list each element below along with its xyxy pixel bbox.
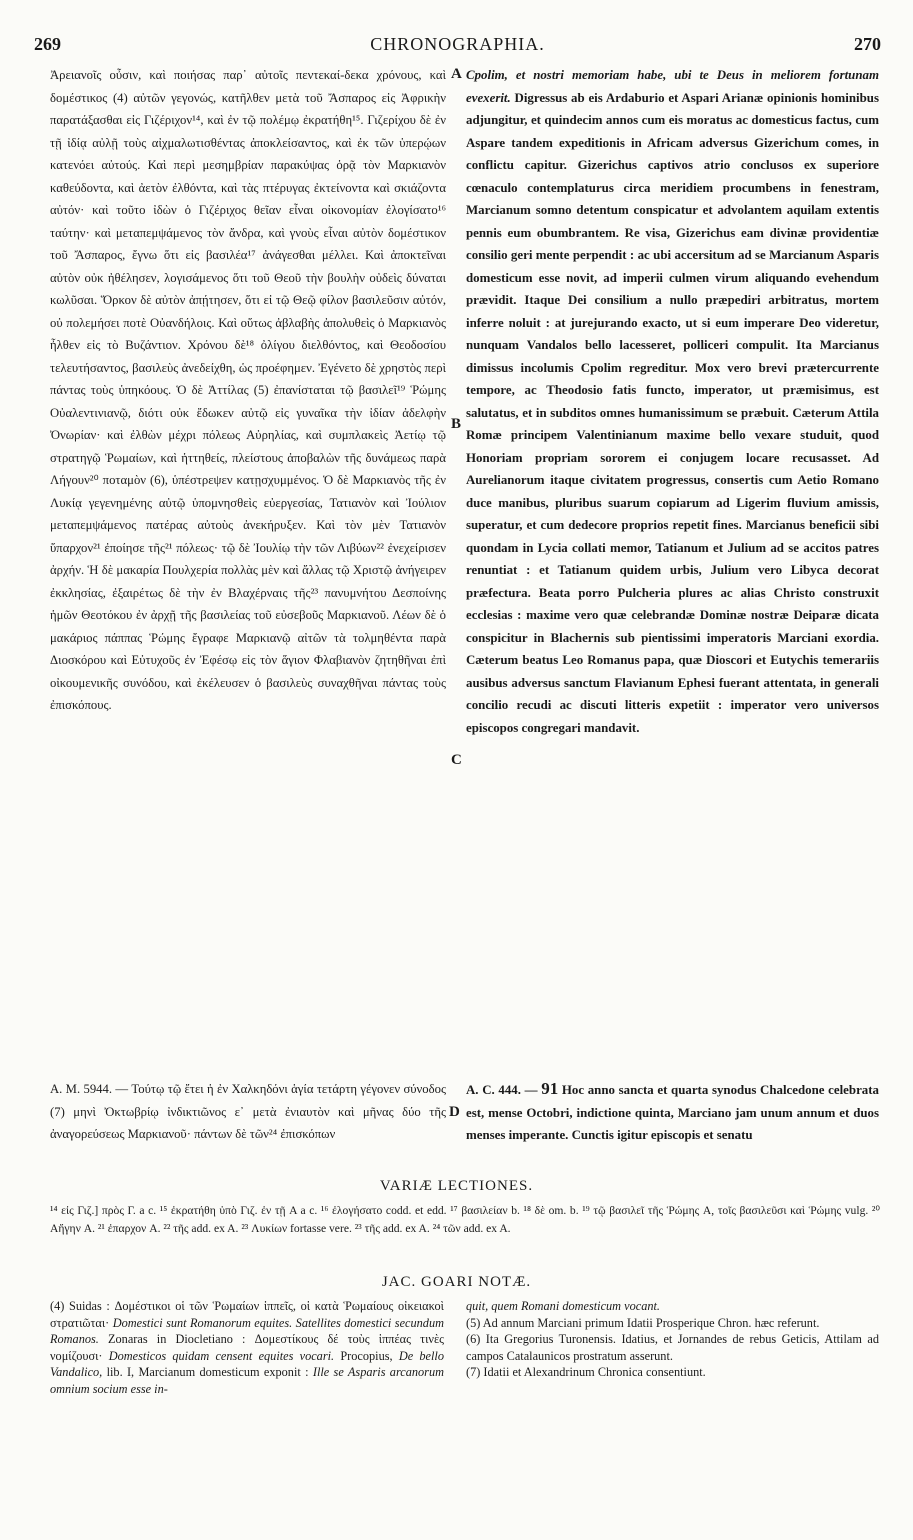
note-4-continuation: quit, quem Romani domesticum vocant. [466,1299,660,1313]
margin-letter-c: C [451,752,462,768]
variae-lectiones-text: ¹⁴ εἰς Γιζ.] πρὸς Γ. a c. ¹⁵ ἐκρατήθη ὑπὸ Γιζ. ἐν τῇ A a c. ¹⁶ ἐλογήσατο codd. et edd. ¹⁷ βασιλείαν b. ¹⁸ δὲ om. b. ¹⁹ τῷ βασιλεῖ τῆς Ῥώμης A, τοῖς βασιλεῦσι καὶ Ῥώμης vulg. ²⁰ Αἤγην A. ²¹ ἐπαρχον A. ²² τῆς add. ex A. ²³ Λυκίων fortasse vere. ²³ τῆς add. ex A. ²⁴ τῶν add. ex A. [50,1204,880,1235]
latin-column [466,64,879,739]
latin-body: Digressus ab eis Ardaburio et Aspari Arianæ opinionis hominibus adjungitur, et quindecim annos cum eis moratus ac domesticus factus, cum Aspare tandem expeditionis in Africam adversus Gizerichum comes, in conflictu capitur. Gizerichus captivos atrio conclusos ex superiore cœnaculo contemplaturus circa meridiem procumbens in fenestram, Marcianum somno detentum conspicatur et advolantem aquilam extentis pennis eum obumbrantem. Re visa, Gizerichus eam divinæ providentiæ consilio geri mente perpendit : ac ubi accersitum ad se Marcianum Asparis domesticum esse novit, ad imperii culmen virum aliquando evehendum prævidit. Itaque Dei consilium a nullo præpediri arbitratus, mortem inferre noluit : at jurejurando exacto, ut si eum imperare Deo videretur, nunquam Vandalos bello lacesseret, polliceri compulit. Ita Marcianus dimissus incolumis Cpolim regreditur. Mox vero brevi prætercurrente tempore, ac Theodosio fatis functo, imperator, ut præmisimus, est salutatus, et in subditos omnes humanissimum se præbuit. Cæterum Attila Romæ principem Valentinianum maxime bello vexare studuit, quod Honoriam propriam sororem ei conjugem locare recusasset. Ad Aurelianorum itaque civitatem progressus, consertis cum Aetio Romano duce manibus, pluribus suarum copiarum ad Ligerim fluvium amissis, superatur, et cum dedecore proprios repetit fines. Marcianus beneficii sibi quondam in Lycia collati memor, Tatianum et Julium ad se accitos patres renuntiat : et Tatianum quidem urbis, Julium vero Libyca decorat præfectura. Beata porro Pulcheria plures ac alias Christo construxit ecclesias : maxime vero quæ celebrandæ Dominæ nostræ Deiparæ dicata conspicitur in Blachernis sub pientissimi imperatoris Marciani exordia. Cæterum beatus Leo Romanus papa, quæ Dioscori et Eutychis temerariis ausibus adversus sanctum Flavianum Ephesi fuerant attentata, in generali concilio recudi ac discuti litteris expetiit : imperator vero universos episcopos congregari mandavit. [466,90,879,735]
note-4-ital-1: Domestici sunt Romanorum equites. Satellites domestici secundum Romanos. [50,1315,444,1346]
goar-notes-heading: JAC. GOARI NOTÆ. [381,1274,532,1290]
latin-opening-italic: Cpolim, et nostri memoriam habe, ubi te Deus in meliorem fortunam evexerit. [466,68,879,105]
note-4-part-2: Zonaras in Diocletiano : Δομεστίκους δέ τοὺς ἱππέας τινὲς νομίζουσι· [50,1332,444,1363]
latin-year-entry [466,1078,879,1147]
margin-letter-d: D [449,1104,460,1120]
margin-letter-b: B [451,416,462,432]
running-title: CHRONOGRAPHIA. [370,34,545,54]
note-6: (6) Ita Gregorius Turonensis. Idatius, et Jornandes de rebus Geticis, Attilam ad campos Catalaunicos prostratum asserunt. [466,1332,879,1363]
running-head [34,34,881,60]
note-4-part-4: lib. I, Marcianum domesticum exponit : [102,1365,313,1379]
margin-letter-a: A [451,66,462,82]
greek-main-text: Ἀρειανοῖς οὖσιν, καὶ ποιήσας παρ᾽ αὐτοῖς πεντεκαί-δεκα χρόνους, καὶ δομέστικος (4) αὐτῶν γεγονώς, κατῆλθεν μετὰ τοῦ Ἄσπαρος εἰς Ἀφρικὴν παρατάξασθαι εἰς Γιζέριχον¹⁴, καὶ ἐν τῷ πολέμῳ ἐκρατήθη¹⁵. Γιζερίχου δὲ ἐν τῇ ἰδίᾳ αὐλῇ τοὺς αἰχμαλωτισθέντας ἀποκλείσαντος, καὶ ἐκ τῶν ὑπερῴων κατενόει αὐτούς. Καὶ περὶ μεσημβρίαν παρακύψας ὁρᾷ τὸν Μαρκιανὸν καθεύδοντα, καὶ ἀετὸν ἐλθόντα, καὶ τὰς πτέρυγας ἐκτείνοντα καὶ σκιάζοντα αὐτόν· καὶ τοῦτο ἰδὼν ὁ Γιζέριχος θεῖαν εἶναι οἰκονομίαν ἐλογίσατο¹⁶ ταύτην· καὶ μεταπεμψάμενος τὸν ἄνδρα, καὶ γνοὺς εἶναι αὐτὸν δομέστικον τοῦ Ἄσπαρος, ἔγνω ὅτι εἰς βασιλέα¹⁷ ἀνάγεσθαι μέλλει. Καὶ ἀποκτεῖναι αὐτὸν οὐκ ἠθέλησεν, λογισάμενος ὅτι τοῦ Θεοῦ τὴν βουλὴν οὐδεὶς δύναται κωλῦσαι. Ὅρκον δὲ αὐτὸν ἀπῄτησεν, ὅτι εἰ τῷ Θεῷ φίλον βασιλεῦσιν αὐτόν, οὐ πολεμήσει ποτὲ Οὐανδήλοις. Καὶ οὕτως ἀβλαβὴς ἀπολυθεὶς ὁ Μαρκιανὸς ἦλθεν εἰς τὸ Βυζάντιον. Χρόνου δὲ¹⁸ ὀλίγου διελθόντος, καὶ Θεοδοσίου τελευτήσαντος, βασιλεὺς ἀνεδείχθη, ὡς προέφημεν. Ἐγένετο δὲ χρηστὸς περὶ πάντας τοὺς ὑπηκόους. Ὁ δὲ Ἀττίλας (5) ἐπανίσταται τῷ βασιλεῖ¹⁹ Ῥώμης Οὐαλεντινιανῷ, διότι οὐκ ἔδωκεν αὐτῷ εἰς γυναῖκα τὴν ἰδίαν ἀδελφὴν Ὀνωρίαν· καὶ ἐλθὼν μέχρι πόλεως Αὐρηλίας, καὶ συμπλακεὶς Ἀετίῳ τῷ στρατηγῷ Ῥωμαίων, καὶ ἡττηθείς, πλείστους ἀποβαλὼν τῆς δυνάμεως παρὰ Λήγουν²⁰ ποταμὸν (6), ὑπέστρεψεν κατῃσχυμμένος. Ὁ δὲ Μαρκιανὸς τῆς ἐν Λυκίᾳ γεγενημένης αὐτῷ ὑπομνησθεὶς εὐεργεσίας, Τατιανὸν καὶ Ἰούλιον μεταπεμψάμενος πατέρας αὐτοὺς ἀνεκήρυξεν. Καὶ τὸν μὲν Τατιανὸν ὕπαρχον²¹ ἐποίησε τῆς²¹ πόλεως· τῷ δὲ Ἰουλίῳ τὴν τῶν Λιβύων²² ἐνεχείρισεν ἀρχήν. Ἡ δὲ μακαρία Πουλχερία πολλὰς μὲν καὶ ἄλλας τῷ Χριστῷ ἀνήγειρεν ἐκκλησίας, ἐξαιρέτως δὲ τὴν ἐν Βλαχέρναις τῆς²³ πανυμνήτου Δεσποίνης ἡμῶν Θεοτόκου ἐν ἀρχῇ τῆς βασιλείας τοῦ εὐσεβοῦς Μαρκιανοῦ. Λέων δὲ ὁ μακάριος πάππας Ῥώμης ἔγραφε Μαρκιανῷ αἰτῶν τὰ τολμηθέντα παρὰ Διοσκόρου καὶ Εὐτυχοῦς ἐν Ἐφέσῳ εἰς τὸν ἅγιον Φλαβιανὸν ζητηθῆναι ἐπὶ οἰκουμενικῆς συνόδου, καὶ ἐκέλευσεν ὁ βασιλεὺς συναχθῆναι πάντας τοὺς ἐπισκόπους. [50,68,446,712]
note-4-ital-4: Ille se Asparis arcanorum omnium socium esse in- [50,1365,444,1396]
note-7: (7) Idatii et Alexandrinum Chronica consentiunt. [466,1365,706,1379]
note-4-part-3: Procopius, [334,1348,399,1363]
note-4-ital-3: De bello Vandalico, [50,1348,444,1379]
latin-main-text [466,64,879,739]
notes-left-column [50,1298,444,1397]
latin-year-body: Hoc anno sancta et quarta synodus Chalcedone celebrata est, mense Octobri, indictione quinta, Marciano jam unum annum et duos menses imperante. Cunctis igitur episcopis et senatu [466,1083,879,1142]
note-4-part-1: (4) Suidas : Δομέστικοι οἱ τῶν Ῥωμαίων ἱππεῖς, οἱ κατὰ Ῥωμαίους οἰκειακοὶ στρατιῶται· [50,1299,444,1330]
latin-year-number: 91 [541,1079,559,1098]
note-5: (5) Ad annum Marciani primum Idatii Prosperique Chron. hæc referunt. [466,1315,820,1330]
page-number-left: 269 [34,34,61,54]
greek-column [50,64,446,717]
note-4-ital-2: Domesticos quidam censent equites vocari. [108,1348,335,1363]
greek-year-text: A. M. 5944. — Τούτῳ τῷ ἔτει ἡ ἐν Χαλκηδόνι ἁγία τετάρτη γέγονεν σύνοδος (7) μηνὶ Ὀκτωβρίῳ ἰνδικτιῶνος ε᾽ μετὰ ἐνιαυτὸν καὶ μῆνας δύο τῆς ἀναγορεύσεως Μαρκιανοῦ· πάντων δὲ τῶν²⁴ ἐπισκόπων [50,1082,446,1141]
latin-year-label: A. C. 444. — [466,1083,538,1097]
note-4 [50,1298,444,1397]
greek-year-entry [50,1078,446,1146]
notes-right-column [466,1298,879,1381]
page-number-right: 270 [854,34,881,54]
latin-year-text [466,1078,879,1147]
variae-lectiones-heading: VARIÆ LECTIONES. [379,1178,534,1194]
